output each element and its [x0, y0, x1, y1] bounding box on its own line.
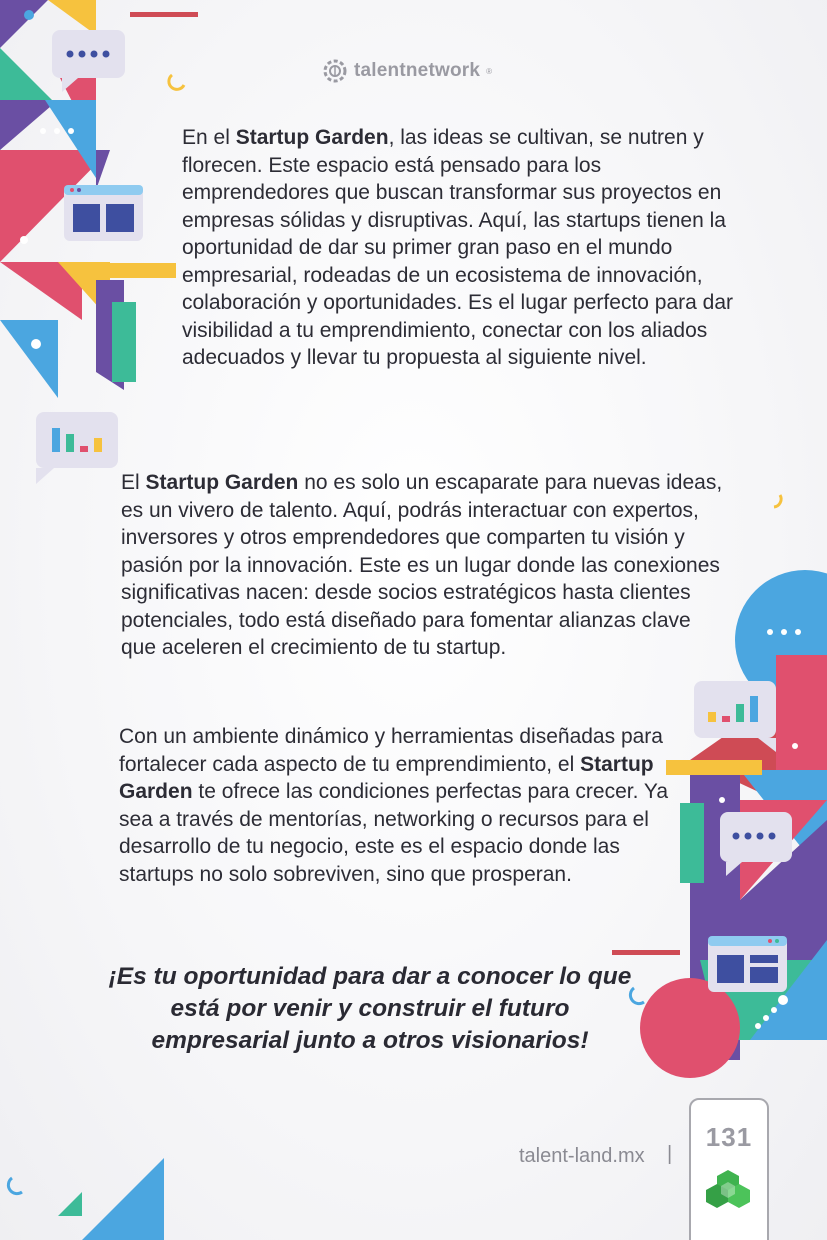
dots-icon	[40, 128, 74, 134]
deco-triangle	[48, 0, 96, 35]
deco-triangle	[0, 100, 58, 150]
paragraph-talent	[121, 469, 731, 662]
bold-text-run: Startup Garden	[235, 126, 389, 149]
deco-bar-yellow	[80, 263, 176, 278]
deco-circle	[640, 978, 740, 1078]
brand-header	[322, 58, 492, 84]
deco-triangle	[58, 1192, 82, 1216]
deco-triangle	[0, 0, 48, 48]
deco-triangle	[96, 150, 110, 190]
gear-brain-icon	[322, 58, 348, 84]
deco-bar	[112, 302, 136, 382]
registered-mark: ®	[486, 66, 493, 76]
bold-text-run: Startup Garden	[145, 471, 299, 494]
top-accent-line	[130, 12, 198, 17]
paragraph-intro	[182, 124, 742, 372]
text-run: no es solo un escaparate para nuevas ideas, es un vivero de talento. Aquí, podrás interactuar con expertos, inversores y otros emprendedores que comparten tu visión y pasión por la innovación. Este es un lugar donde las conexiones significativas nacen: desde socios estratégicos hasta clientes potenciales, todo está diseñado para fomentar alianzas clave que aceleren el crecimiento de tu startup.	[121, 471, 723, 659]
text-run: El	[121, 471, 146, 494]
footer-site-link[interactable]: talent-land.mx	[519, 1145, 645, 1167]
deco-triangle	[82, 1158, 164, 1240]
dots-icon	[767, 629, 801, 635]
text-run: , las ideas se cultivan, se nutren y florecen. Este espacio está pensado para los emprendedores que buscan transformar sus proyectos en empresas sólidas y disruptivas. Aquí, las startups tienen la oportunidad de dar su primer gran paso en el mundo empresarial, rodeadas de un ecosistema de innovación, colaboración y oportunidades. Es el lugar perfecto para dar visibilidad a tu emprendimiento, conectar con los aliados adecuados y llevar tu propuesta al siguiente nivel.	[182, 126, 734, 369]
browser-window-icon	[64, 185, 143, 241]
text-run: En el	[182, 126, 236, 149]
page-number: 131	[705, 1122, 753, 1152]
accent-line	[612, 950, 680, 955]
browser-window-icon	[708, 936, 787, 992]
footer-separator: |	[667, 1143, 673, 1165]
talent-land-green-logo-icon	[705, 1168, 751, 1210]
closing-statement: ¡Es tu oportunidad para dar a conocer lo que está por venir y construir el futuro empresarial junto a otros visionarios!	[108, 963, 632, 1054]
brand-name: talentnetwork	[354, 60, 481, 81]
paragraph-environment	[119, 723, 689, 888]
page-number-tab	[689, 1098, 769, 1240]
text-run: te ofrece las condiciones perfectas para crecer. Ya sea a través de mentorías, networking o recursos para el desarrollo de tu negocio, este es el espacio donde las startups no solo sobreviven, sino que prosperan.	[119, 780, 669, 886]
deco-triangle	[0, 320, 58, 398]
text-run: Con un ambiente dinámico y herramientas diseñadas para fortalecer cada aspecto de tu emprendimiento, el	[119, 725, 663, 776]
bar-chart-bubble-icon	[36, 412, 118, 484]
bold-text-run: Startup Garden	[119, 752, 654, 803]
